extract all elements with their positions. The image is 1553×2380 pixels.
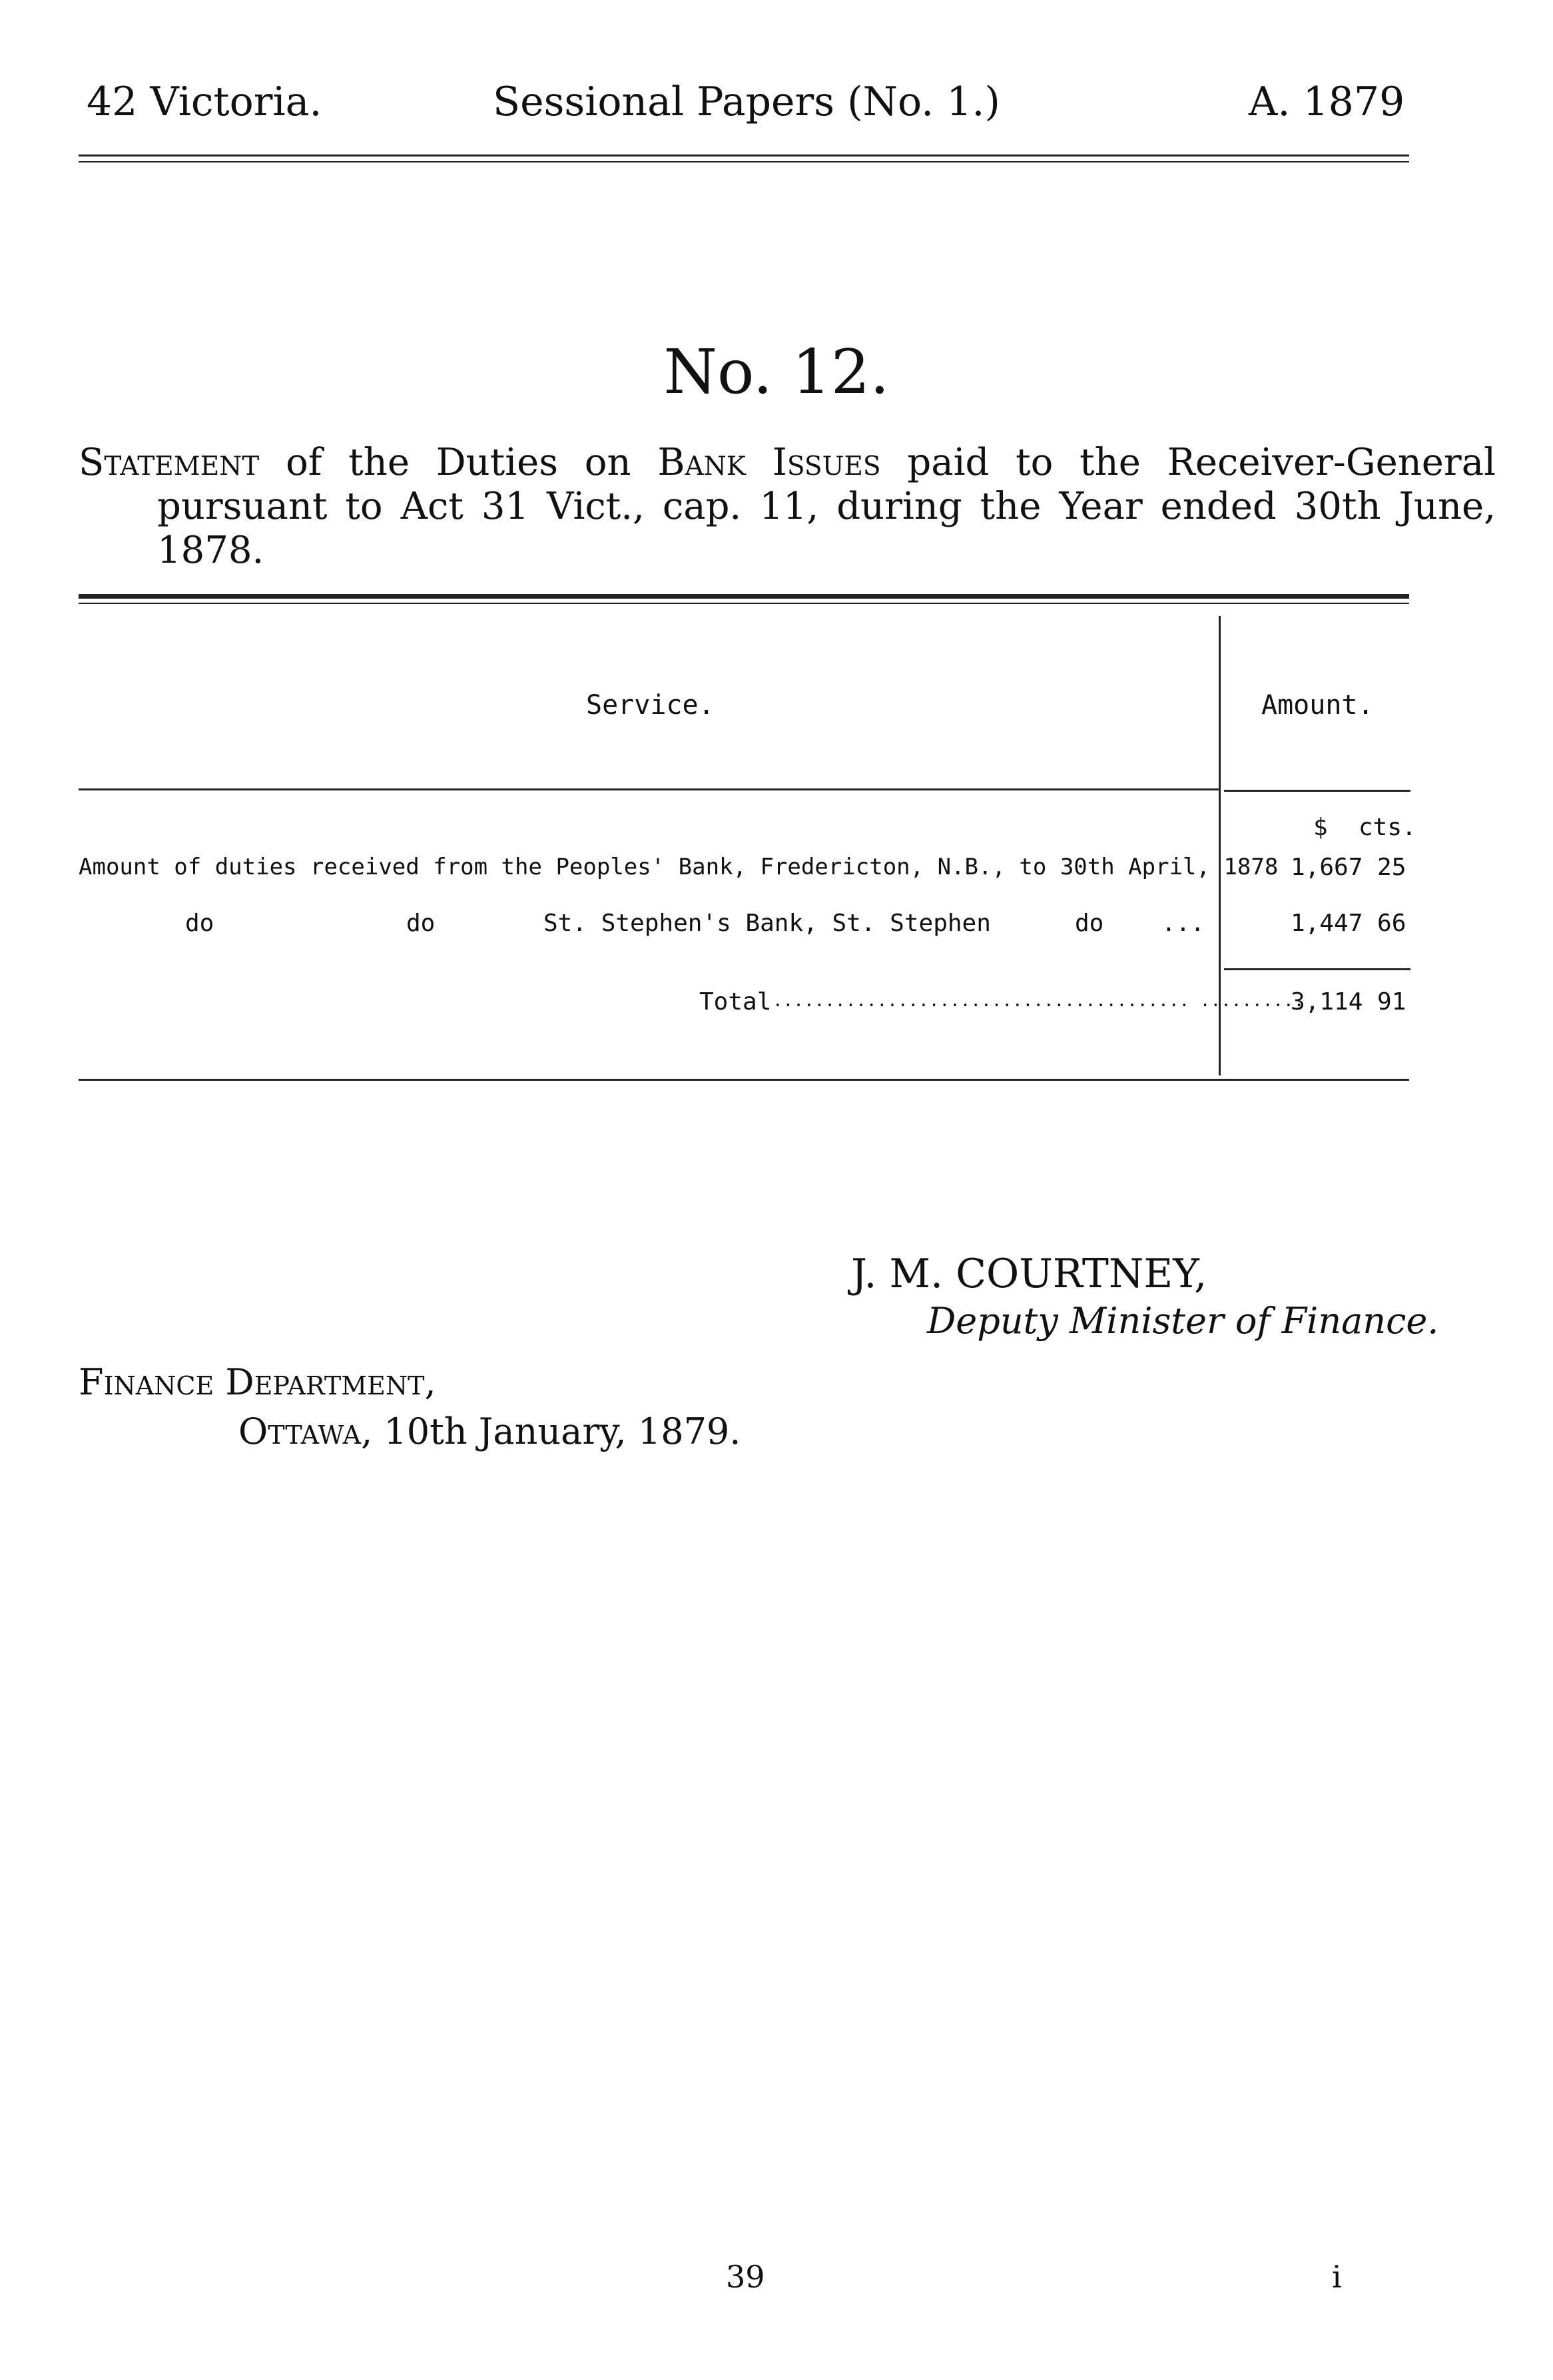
department-name: Finance Department, bbox=[79, 1361, 436, 1403]
header-service: Service. bbox=[586, 690, 715, 721]
table-row-2-ditto-1: do bbox=[185, 910, 214, 937]
document-number: No. 12. bbox=[663, 336, 890, 408]
header-divider-amount bbox=[1224, 790, 1410, 792]
signatory-name: J. M. COURTNEY, bbox=[851, 1251, 1207, 1297]
statement-text-1: of the Duties on bbox=[259, 441, 658, 484]
signatory-title: Deputy Minister of Finance. bbox=[927, 1300, 1439, 1342]
table-row-2-service: St. Stephen's Bank, St. Stephen bbox=[543, 910, 991, 937]
statement-emphasis: Bank Issues bbox=[657, 441, 881, 484]
statement-text-2: paid to the Receiver-General pursuant to Act 31 Vict., cap. 11, during the Year ended 30th June, 1878. bbox=[157, 441, 1496, 572]
table-bottom-rule bbox=[79, 1079, 1409, 1081]
table-row-2-ditto-3: do bbox=[1075, 910, 1104, 937]
sum-rule bbox=[1224, 968, 1410, 970]
table-row-2-leader: ... bbox=[1161, 910, 1205, 937]
header-divider-service bbox=[79, 788, 1219, 790]
page-mark: i bbox=[1332, 2259, 1342, 2295]
table-top-rule-thick bbox=[79, 594, 1409, 599]
header-rule-bottom bbox=[79, 161, 1409, 162]
header-amount: Amount. bbox=[1261, 690, 1374, 721]
place: Ottawa, bbox=[238, 1410, 373, 1452]
table-row-1-service: Amount of duties received from the Peoples' Bank, Fredericton, N.B., to 30th April, 1878 bbox=[79, 854, 1279, 880]
table-top-rule-thin bbox=[79, 603, 1409, 604]
statement-lead: Statement bbox=[79, 441, 260, 484]
table-row-2-ditto-2: do bbox=[406, 910, 436, 937]
running-header-volume: 42 Victoria. bbox=[87, 79, 322, 125]
statement-title bbox=[79, 441, 1496, 573]
total-amount: 3,114 91 bbox=[1291, 988, 1406, 1016]
cents-unit: cts. bbox=[1359, 814, 1416, 841]
place-and-date bbox=[238, 1410, 741, 1452]
date: 10th January, 1879. bbox=[372, 1410, 741, 1452]
page-number: 39 bbox=[726, 2259, 765, 2295]
dollars-unit: $ bbox=[1313, 814, 1328, 841]
total-leader: ........................................ .......... bbox=[773, 991, 1305, 1011]
running-header-title: Sessional Papers (No. 1.) bbox=[493, 79, 1000, 125]
table-row-2-amount: 1,447 66 bbox=[1291, 910, 1406, 937]
running-header-year: A. 1879 bbox=[1249, 79, 1405, 125]
header-rule-top bbox=[79, 154, 1409, 156]
total-label: Total bbox=[699, 988, 772, 1016]
table-row-1-amount: 1,667 25 bbox=[1291, 854, 1406, 881]
